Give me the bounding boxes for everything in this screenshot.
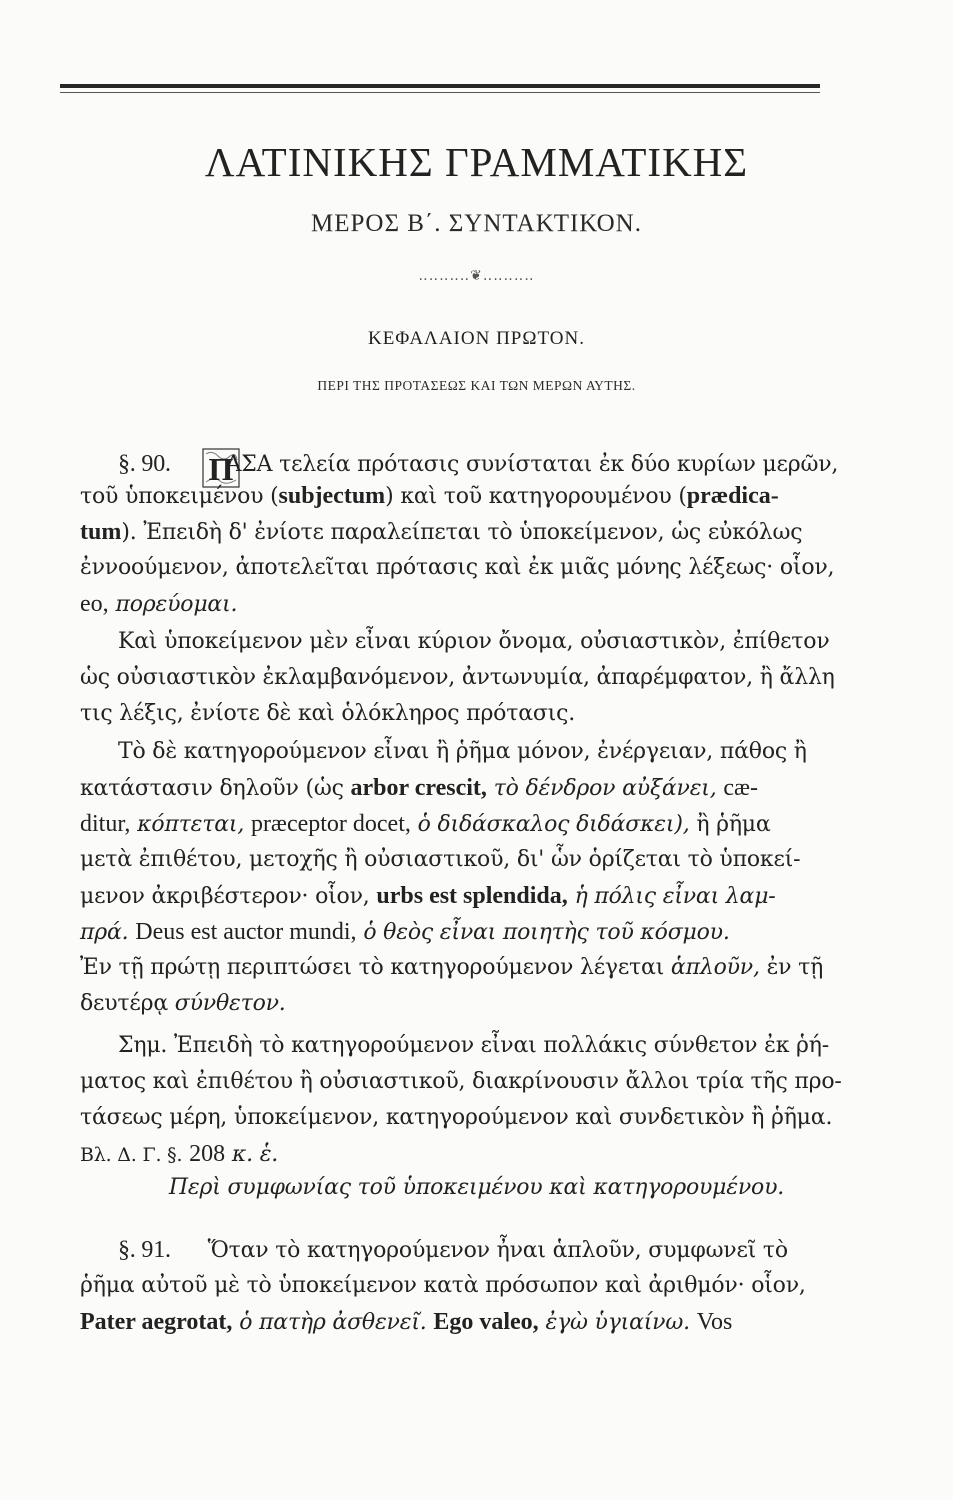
note-line-3: τάσεως μέρη, ὑποκείμενον, κατηγορούμενον καὶ συνδετικὸν ἢ ῥῆμα. — [80, 1105, 833, 1130]
p2-line-2: ὡς οὐσιαστικὸν ἐκλαμβανόμενον, ἀντωνυμία, ἀπαρέμφατον, ἢ ἄλλη — [80, 665, 835, 690]
p2-line-3: τις λέξις, ἐνίοτε δὲ καὶ ὁλόκληρος πρότασις. — [80, 701, 576, 726]
book-title: ΛΑΤΙΝΙΚΗΣ ΓΡΑΜΜΑΤΙΚΗΣ — [204, 139, 749, 185]
note-line-4: Βλ. Δ. Γ. §. 208 κ. ἑ. — [80, 1141, 279, 1167]
s90-line-2: τοῦ ὑποκειμένου (subjectum) καὶ τοῦ κατηγορουμένου (prædica- — [80, 483, 779, 509]
section-heading: Περὶ συμφωνίας τοῦ ὑποκειμένου καὶ κατηγορουμένου. — [168, 1175, 785, 1200]
section-number: §. 90. — [118, 451, 171, 477]
s90-line-1: §. 90. ΑΣΑ τελεία πρότασις συνίσταται ἐκ δύο κυρίων μερῶν, — [118, 451, 839, 477]
p3-line-5: μενον ἀκριβέστερον· οἷον, urbs est splendida, ἡ πόλις εἶναι λαμ- — [80, 883, 776, 909]
p3-line-3: ditur, κόπτεται, præceptor docet, ὁ διδάσκαλος διδάσκει), ἢ ῥῆμα — [80, 811, 771, 837]
p3-line-7: Ἐν τῇ πρώτῃ περιπτώσει τὸ κατηγορούμενον λέγεται ἁπλοῦν, ἐν τῇ — [80, 955, 824, 980]
s90-line-4: ἐννοούμενον, ἀποτελεῖται πρότασις καὶ ἐκ μιᾶς μόνης λέξεως· οἷον, — [80, 555, 835, 580]
section-number: §. 91. — [118, 1237, 171, 1263]
p3-line-4: μετὰ ἐπιθέτου, μετοχῆς ἢ οὐσιαστικοῦ, δι' ὧν ὁρίζεται τὸ ὑποκεί- — [80, 847, 801, 872]
s91-line-1: §. 91. Ὅταν τὸ κατηγορούμενον ἦναι ἁπλοῦν, συμφωνεῖ τὸ — [118, 1237, 788, 1263]
chapter-subtitle: ΠΕΡΙ ΤΗΣ ΠΡΟΤΑΣΕΩΣ ΚΑΙ ΤΩΝ ΜΕΡΩΝ ΑΥΤΗΣ. — [317, 378, 636, 393]
p3-line-8: δευτέρᾳ σύνθετον. — [80, 991, 286, 1016]
p2-line-1: Καὶ ὑποκείμενον μὲν εἶναι κύριον ὄνομα, οὐσιαστικὸν, ἐπίθετον — [118, 629, 830, 654]
header-rule-thin — [60, 92, 820, 93]
p3-line-2: κατάστασιν δηλοῦν (ὡς arbor crescit, τὸ δένδρον αὐξάνει, cæ- — [80, 775, 758, 801]
dropcap-letter: Π — [208, 451, 234, 487]
note-line-1: Σημ. Ἐπειδὴ τὸ κατηγορούμενον εἶναι πολλάκις σύνθετον ἐκ ῥή- — [118, 1033, 829, 1058]
part-title: ΜΕΡΟΣ Β΄. ΣΥΝΤΑΚΤΙΚΟΝ. — [311, 210, 642, 237]
s91-line-3: Pater aegrotat, ὁ πατὴρ ἀσθενεῖ. Ego valeo, ἐγὼ ὑγιαίνω. Vos — [80, 1309, 733, 1335]
note-line-2: ματος καὶ ἐπιθέτου ἢ οὐσιαστικοῦ, διακρίνουσιν ἄλλοι τρία τῆς προ- — [80, 1069, 842, 1094]
header-rule-thick — [60, 84, 820, 88]
s90-line-5: eo, πορεύομαι. — [80, 591, 238, 617]
chapter-title: ΚΕΦΑΛΑΙΟΝ ΠΡΩΤΟΝ. — [368, 328, 585, 349]
p3-line-1: Τὸ δὲ κατηγορούμενον εἶναι ἢ ῥῆμα μόνον, ἐνέργειαν, πάθος ἢ — [118, 739, 807, 764]
ornament-divider: ‥‥‥‥‥❦‥‥‥‥‥ — [418, 268, 535, 284]
s91-line-2: ῥῆμα αὐτοῦ μὲ τὸ ὑποκείμενον κατὰ πρόσωπον καὶ ἀριθμόν· οἷον, — [80, 1273, 806, 1298]
p3-line-6: πρά. Deus est auctor mundi, ὁ θεὸς εἶναι ποιητὴς τοῦ κόσμου. — [80, 919, 730, 945]
s90-line-3: tum). Ἐπειδὴ δ' ἐνίοτε παραλείπεται τὸ ὑποκείμενον, ὡς εὐκόλως — [80, 519, 803, 545]
